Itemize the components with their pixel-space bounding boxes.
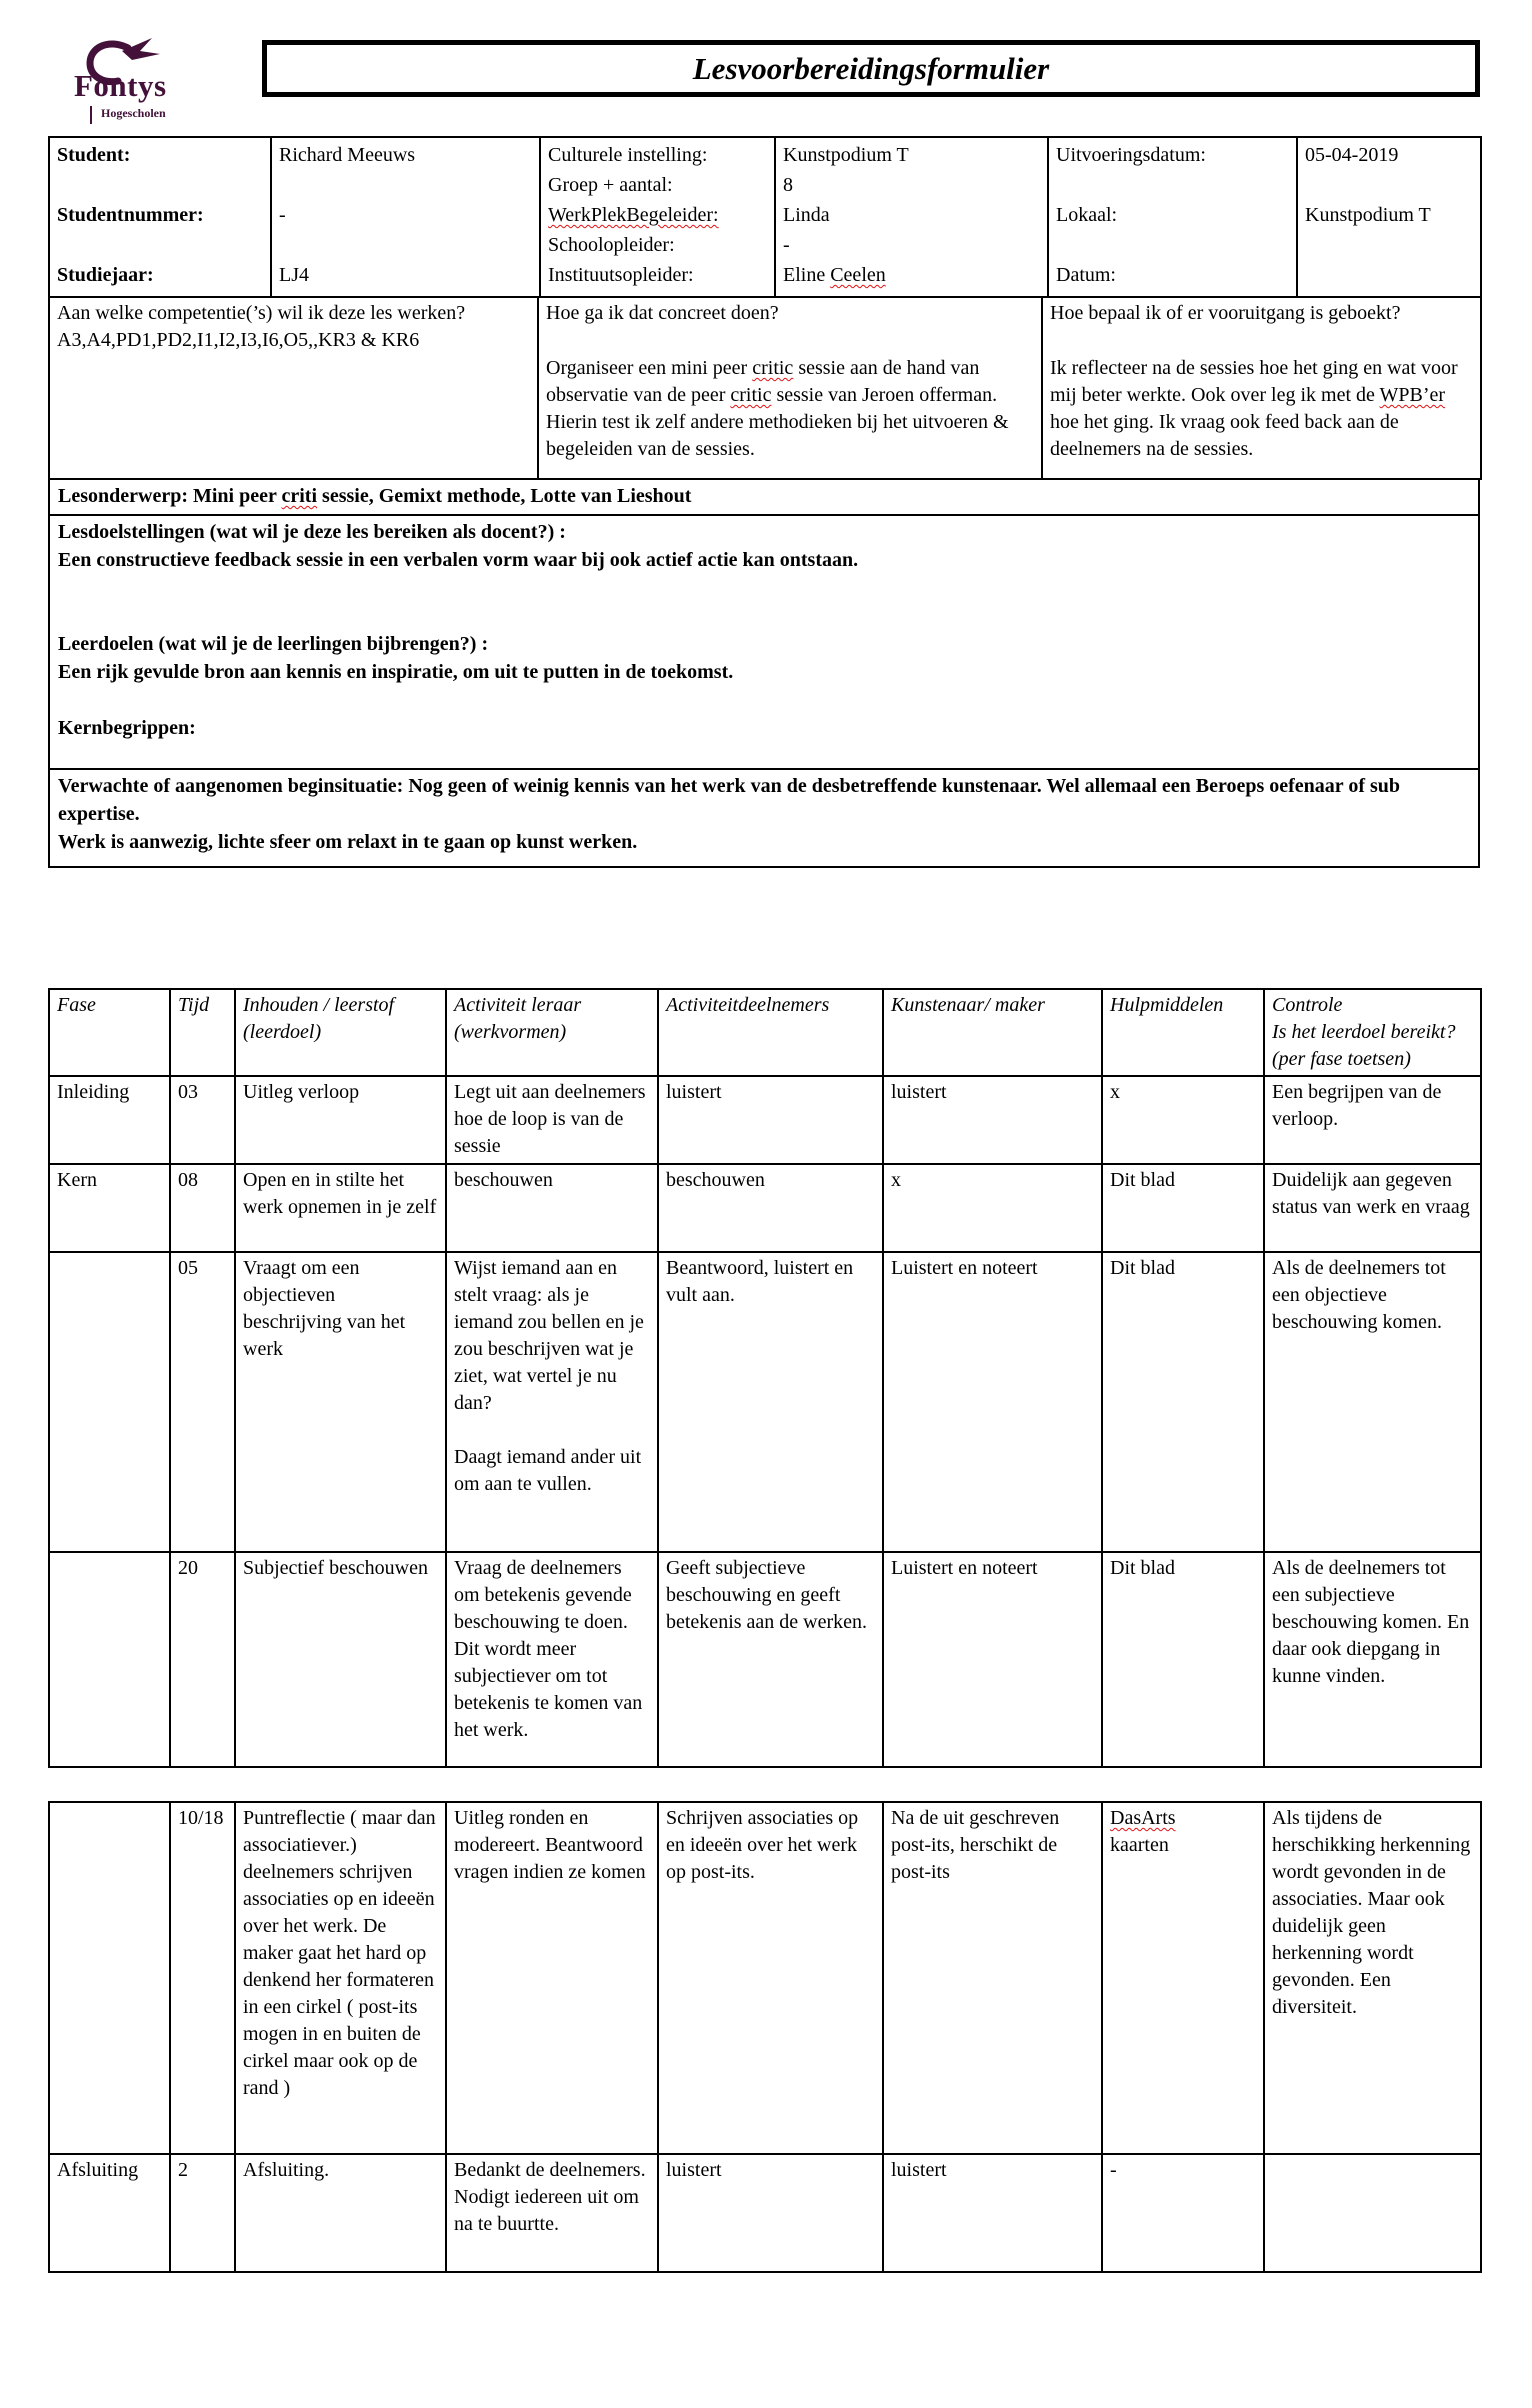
beginsituatie-text-2: Werk is aanwezig, lichte sfeer om relaxt in te gaan op kunst werken. xyxy=(58,831,638,853)
cell-activiteit-leraar: Vraag de deelnemers om betekenis gevende beschouwing te doen. Dit wordt meer subjectiever om tot betekenis te komen van het werk. xyxy=(446,1552,658,1767)
lesdoelstellingen-title: Lesdoelstellingen (wat wil je deze les bereiken als docent?) : xyxy=(58,521,566,543)
schedule-row-inleiding xyxy=(49,1076,1481,1164)
col-header-inhouden: Inhouden / leerstof (leerdoel) xyxy=(235,989,446,1076)
cell-tijd: 08 xyxy=(170,1164,235,1252)
cell-fase: Inleiding xyxy=(49,1076,170,1164)
progress-check-text: Ik reflecteer na de sessies hoe het ging en wat voor mij beter werkte. Ook over leg ik met de WPB’er hoe het ging. Ik vraag ook feed back aan de deelnemers na de sessies. xyxy=(1050,357,1458,460)
beginsituatie-box xyxy=(48,768,1480,868)
col-header-activiteitdeelnemers: Activiteitdeelnemers xyxy=(658,989,883,1076)
cell-controle: Als de deelnemers tot een subjectieve beschouwing komen. En daar ook diepgang in kunne vinden. xyxy=(1264,1552,1481,1767)
schoolopleider-value: - xyxy=(783,234,790,256)
competence-table xyxy=(48,296,1482,480)
instituutsopleider-value: Eline Ceelen xyxy=(783,264,886,286)
culturele-instelling-value: Kunstpodium T xyxy=(783,144,909,166)
cell-controle: Als tijdens de herschikking herkenning wordt gevonden in de associaties. Maar ook duidelijk geen herkenning wordt gevonden. Een diversiteit. xyxy=(1264,1802,1481,2154)
info-cell-student-labels xyxy=(49,137,271,297)
lokaal-value: Kunstpodium T xyxy=(1305,204,1431,226)
col-header-controle: Controle Is het leerdoel bereikt? (per fase toetsen) xyxy=(1264,989,1481,1076)
cell-deelnemers: Schrijven associaties op en ideeën over het werk op post-its. xyxy=(658,1802,883,2154)
cell-tijd: 2 xyxy=(170,2154,235,2272)
cell-fase: Afsluiting xyxy=(49,2154,170,2272)
info-row xyxy=(49,137,1481,297)
schoolopleider-label: Schoolopleider: xyxy=(548,234,675,256)
lesonderwerp-text: Lesonderwerp: Mini peer criti sessie, Gemixt methode, Lotte van Lieshout xyxy=(58,485,692,507)
schedule-row-subjectief xyxy=(49,1552,1481,1767)
lokaal-label: Lokaal: xyxy=(1056,204,1118,226)
kernbegrippen-label: Kernbegrippen: xyxy=(58,717,196,739)
info-table xyxy=(48,136,1482,298)
cell-kunstenaar: Luistert en noteert xyxy=(883,1552,1102,1767)
concrete-plan-text: Organiseer een mini peer critic sessie aan de hand van observatie van de peer critic sessie van Jeroen offerman. Hierin test ik zelf andere methodieken bij het uitvoeren & begeleiden van de sessies. xyxy=(546,357,1009,460)
concrete-plan-question: Hoe ga ik dat concreet doen? xyxy=(546,302,779,324)
cell-kunstenaar: Na de uit geschreven post-its, herschikt de post-its xyxy=(883,1802,1102,2154)
cell-hulpmiddelen: Dit blad xyxy=(1102,1552,1264,1767)
info-cell-instelling-labels xyxy=(540,137,775,297)
cell-kunstenaar: luistert xyxy=(883,1076,1102,1164)
studiejaar-value: LJ4 xyxy=(279,264,309,286)
form-title-box xyxy=(262,40,1480,97)
cell-controle: Als de deelnemers tot een objectieve beschouwing komen. xyxy=(1264,1252,1481,1552)
cell-inhouden: Vraagt om een objectieven beschrijving van het werk xyxy=(235,1252,446,1552)
beginsituatie-text-1: Verwachte of aangenomen beginsituatie: Nog geen of weinig kennis van het werk van de desbetreffende kunstenaar. Wel allemaal een Beroeps oefenaar of sub expertise. xyxy=(58,775,1401,825)
cell-kunstenaar: luistert xyxy=(883,2154,1102,2272)
instituutsopleider-label: Instituutsopleider: xyxy=(548,264,694,286)
leerdoelen-title: Leerdoelen (wat wil je de leerlingen bijbrengen?) : xyxy=(58,633,489,655)
cell-hulpmiddelen: Dit blad xyxy=(1102,1252,1264,1552)
cell-fase xyxy=(49,1252,170,1552)
form-title: Lesvoorbereidingsformulier xyxy=(692,50,1050,86)
progress-check-cell xyxy=(1042,297,1481,479)
cell-inhouden: Afsluiting. xyxy=(235,2154,446,2272)
cell-inhouden: Open en in stilte het werk opnemen in je zelf xyxy=(235,1164,446,1252)
form-content xyxy=(48,40,1480,2273)
cell-tijd: 03 xyxy=(170,1076,235,1164)
cell-hulpmiddelen: Dit blad xyxy=(1102,1164,1264,1252)
lesonderwerp-box xyxy=(48,478,1480,516)
cell-activiteit-leraar: beschouwen xyxy=(446,1164,658,1252)
info-cell-datum-labels xyxy=(1048,137,1297,297)
cell-hulpmiddelen: - xyxy=(1102,2154,1264,2272)
cell-deelnemers: Beantwoord, luistert en vult aan. xyxy=(658,1252,883,1552)
cell-kunstenaar: x xyxy=(883,1164,1102,1252)
cell-deelnemers: luistert xyxy=(658,2154,883,2272)
info-cell-instelling-values xyxy=(775,137,1048,297)
schedule-table xyxy=(48,988,1482,1768)
concrete-plan-cell xyxy=(538,297,1042,479)
cell-deelnemers: beschouwen xyxy=(658,1164,883,1252)
competence-codes: A3,A4,PD1,PD2,I1,I2,I3,I6,O5,,KR3 & KR6 xyxy=(57,329,420,351)
studentnummer-value: - xyxy=(279,204,286,226)
werkplekbegeleider-label: WerkPlekBegeleider: xyxy=(548,204,719,226)
fontys-logo xyxy=(68,40,240,126)
col-header-fase: Fase xyxy=(49,989,170,1076)
cell-fase: Kern xyxy=(49,1164,170,1252)
cell-inhouden: Subjectief beschouwen xyxy=(235,1552,446,1767)
schedule-row-puntreflectie xyxy=(49,1802,1481,2154)
cell-hulpmiddelen: DasArts kaarten xyxy=(1102,1802,1264,2154)
cell-fase xyxy=(49,1552,170,1767)
cell-tijd: 10/18 xyxy=(170,1802,235,2154)
uitvoeringsdatum-value: 05-04-2019 xyxy=(1305,144,1399,166)
cell-inhouden: Uitleg verloop xyxy=(235,1076,446,1164)
cell-deelnemers: Geeft subjectieve beschouwing en geeft betekenis aan de werken. xyxy=(658,1552,883,1767)
cell-controle xyxy=(1264,2154,1481,2272)
info-cell-student-values xyxy=(271,137,540,297)
schedule-header-row xyxy=(49,989,1481,1076)
cell-fase xyxy=(49,1802,170,2154)
cell-tijd: 05 xyxy=(170,1252,235,1552)
schedule-row-kern xyxy=(49,1164,1481,1252)
col-header-kunstenaar-maker: Kunstenaar/ maker xyxy=(883,989,1102,1076)
datum-value xyxy=(1305,260,1473,290)
logo-brand-text: Fontys xyxy=(74,68,167,103)
cell-activiteit-leraar: Bedankt de deelnemers. Nodigt iedereen uit om na te buurtte. xyxy=(446,2154,658,2272)
info-cell-datum-values xyxy=(1297,137,1481,297)
competence-row xyxy=(49,297,1481,479)
datum-label: Datum: xyxy=(1056,264,1116,286)
cell-controle: Duidelijk aan gegeven status van werk en vraag xyxy=(1264,1164,1481,1252)
student-label: Student: xyxy=(57,144,131,166)
logo-subtitle-text: Hogescholen xyxy=(90,106,166,124)
cell-inhouden: Puntreflectie ( maar dan associatiever.) deelnemers schrijven associaties op en ideeën over het werk. De maker gaat het hard op denkend her formateren in een cirkel ( post-its mogen in en buiten de cirkel maar ook op de rand ) xyxy=(235,1802,446,2154)
student-value: Richard Meeuws xyxy=(279,144,416,166)
uitvoeringsdatum-label: Uitvoeringsdatum: xyxy=(1056,144,1206,166)
cell-controle: Een begrijpen van de verloop. xyxy=(1264,1076,1481,1164)
cell-activiteit-leraar: Uitleg ronden en modereert. Beantwoord vragen indien ze komen xyxy=(446,1802,658,2154)
culturele-instelling-label: Culturele instelling: xyxy=(548,144,708,166)
groep-aantal-value: 8 xyxy=(783,174,793,196)
competence-question-cell xyxy=(49,297,538,479)
progress-check-question: Hoe bepaal ik of er vooruitgang is geboekt? xyxy=(1050,302,1401,324)
groep-aantal-label: Groep + aantal: xyxy=(548,174,673,196)
schedule-row-afsluiting xyxy=(49,2154,1481,2272)
cell-activiteit-leraar: Legt uit aan deelnemers hoe de loop is van de sessie xyxy=(446,1076,658,1164)
form-header xyxy=(48,40,1480,126)
studiejaar-label: Studiejaar: xyxy=(57,264,154,286)
cell-tijd: 20 xyxy=(170,1552,235,1767)
studentnummer-label: Studentnummer: xyxy=(57,204,204,226)
cell-kunstenaar: Luistert en noteert xyxy=(883,1252,1102,1552)
col-header-hulpmiddelen: Hulpmiddelen xyxy=(1102,989,1264,1076)
cell-hulpmiddelen: x xyxy=(1102,1076,1264,1164)
lesdoelstellingen-box xyxy=(48,514,1480,770)
lesdoelstellingen-text: Een constructieve feedback sessie in een verbalen vorm waar bij ook actief actie kan ontstaan. xyxy=(58,549,859,571)
schedule-table-continued xyxy=(48,1801,1482,2273)
col-header-tijd: Tijd xyxy=(170,989,235,1076)
col-header-activiteit-leraar: Activiteit leraar (werkvormen) xyxy=(446,989,658,1076)
leerdoelen-text: Een rijk gevulde bron aan kennis en inspiratie, om uit te putten in de toekomst. xyxy=(58,661,734,683)
cell-activiteit-leraar: Wijst iemand aan en stelt vraag: als je iemand zou bellen en je zou beschrijven wat je ziet, wat vertel je nu dan? Daagt iemand ander uit om aan te vullen. xyxy=(446,1252,658,1552)
schedule-row-objectief xyxy=(49,1252,1481,1552)
competence-question: Aan welke competentie(’s) wil ik deze les werken? xyxy=(57,302,466,324)
werkplekbegeleider-value: Linda xyxy=(783,204,830,226)
cell-deelnemers: luistert xyxy=(658,1076,883,1164)
